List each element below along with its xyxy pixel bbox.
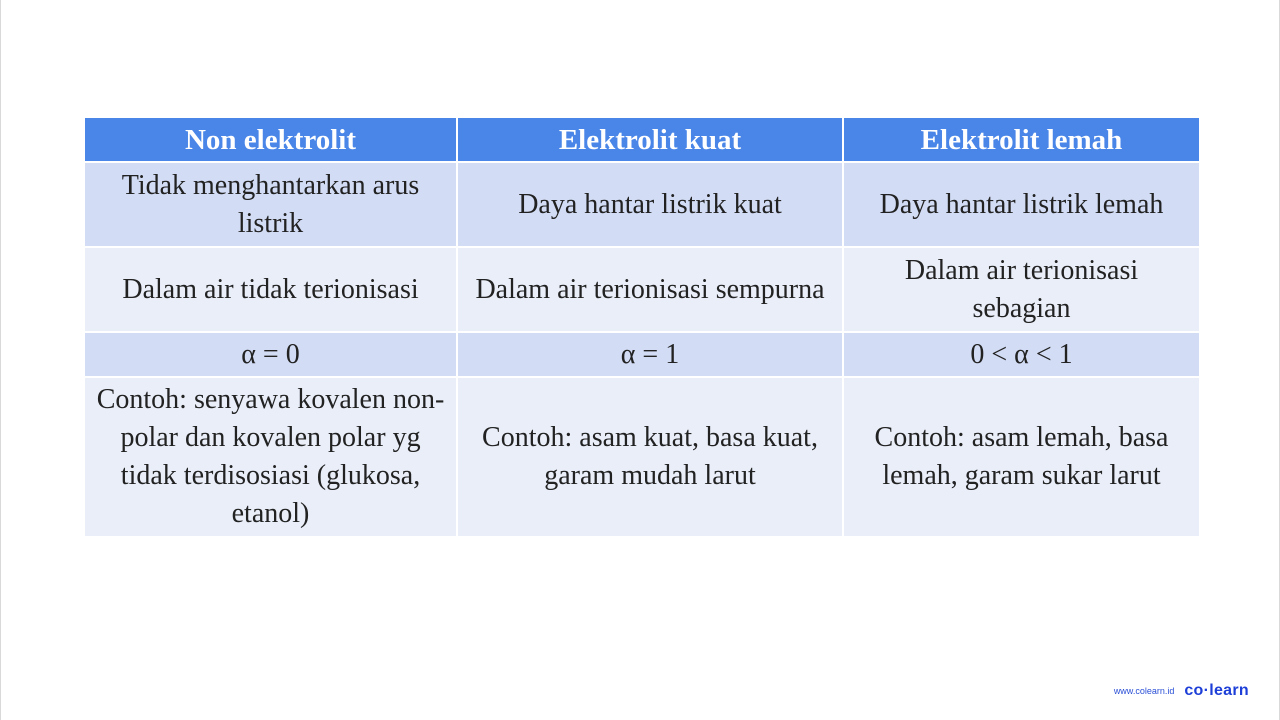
header-row: [84, 117, 1200, 162]
table-cell: Dalam air terionisasi sempurna: [457, 247, 843, 332]
header-elektrolit-kuat: Elektrolit kuat: [457, 117, 843, 162]
table-cell: Dalam air tidak terionisasi: [84, 247, 457, 332]
table-cell: α = 0: [84, 332, 457, 377]
table-cell: 0 < α < 1: [843, 332, 1200, 377]
electrolyte-comparison-table: [83, 116, 1201, 538]
footer-branding: [1114, 682, 1249, 700]
colearn-logo: co·learn: [1184, 682, 1249, 699]
table-cell: Daya hantar listrik kuat: [457, 162, 843, 247]
table-cell: α = 1: [457, 332, 843, 377]
table-row: [84, 247, 1200, 332]
website-url[interactable]: www.colearn.id: [1113, 686, 1175, 696]
header-elektrolit-lemah: Elektrolit lemah: [843, 117, 1200, 162]
table-cell: Contoh: asam lemah, basa lemah, garam sukar larut: [843, 377, 1200, 537]
table-row: [84, 332, 1200, 377]
table-row: [84, 162, 1200, 247]
header-non-elektrolit: Non elektrolit: [84, 117, 457, 162]
table-cell: Dalam air terionisasi sebagian: [843, 247, 1200, 332]
table-cell: Contoh: asam kuat, basa kuat, garam mudah larut: [457, 377, 843, 537]
table-cell: Tidak menghantarkan arus listrik: [84, 162, 457, 247]
table-cell: Daya hantar listrik lemah: [843, 162, 1200, 247]
table-row: [84, 377, 1200, 537]
table-cell: Contoh: senyawa kovalen non-polar dan kovalen polar yg tidak terdisosiasi (glukosa, etanol): [84, 377, 457, 537]
